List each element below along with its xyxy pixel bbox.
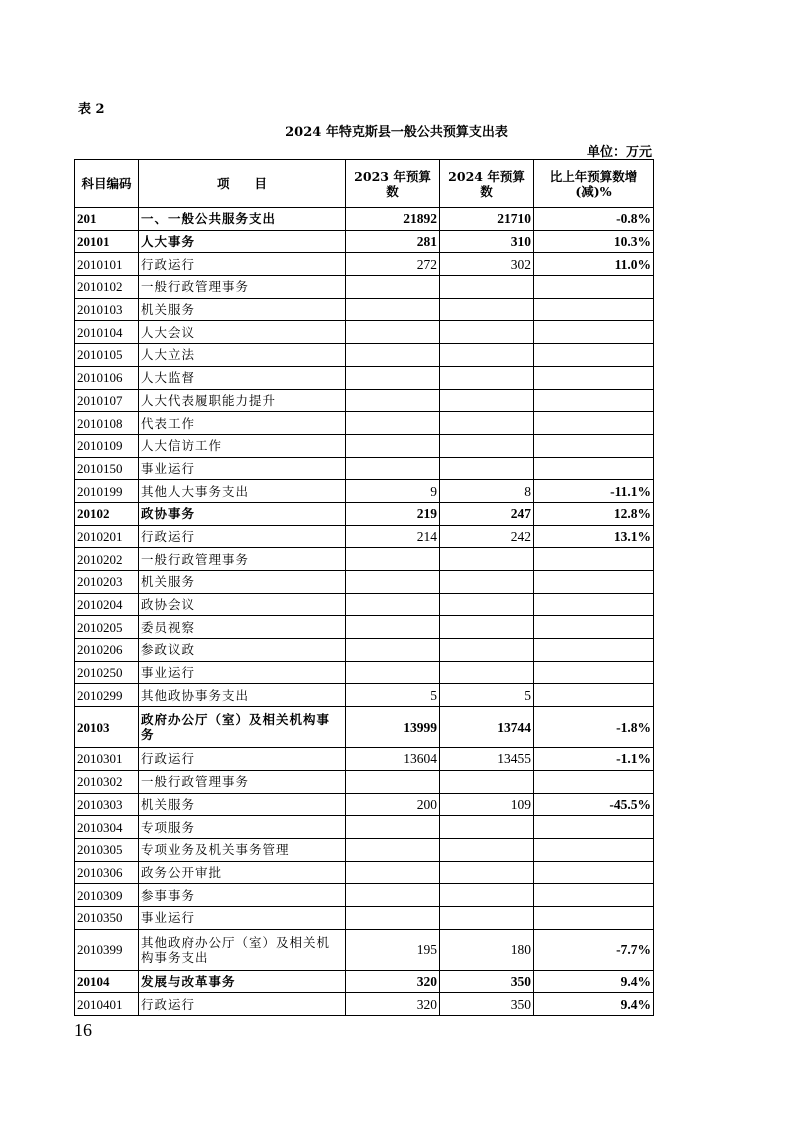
row-code: 20102 (75, 502, 139, 525)
row-code: 2010401 (75, 993, 139, 1016)
row-item-name: 人大会议 (139, 321, 346, 344)
row-2023-value: 200 (346, 793, 440, 816)
row-code: 2010104 (75, 321, 139, 344)
row-2024-value (440, 639, 534, 662)
row-2023-value (346, 661, 440, 684)
table-row (75, 208, 654, 231)
header-change: 比上年预算数增(减)% (534, 160, 654, 208)
row-item-name: 行政运行 (139, 993, 346, 1016)
table-row (75, 502, 654, 525)
row-item-name: 其他人大事务支出 (139, 480, 346, 503)
row-change-pct (534, 434, 654, 457)
row-item-name: 人大信访工作 (139, 434, 346, 457)
row-code: 2010109 (75, 434, 139, 457)
row-item-name: 专项业务及机关事务管理 (139, 838, 346, 861)
row-code: 2010206 (75, 639, 139, 662)
table-row (75, 770, 654, 793)
row-2023-value: 21892 (346, 208, 440, 231)
table-row (75, 480, 654, 503)
row-item-name: 行政运行 (139, 253, 346, 276)
row-2024-value: 247 (440, 502, 534, 525)
row-item-name: 一般行政管理事务 (139, 548, 346, 571)
table-row (75, 684, 654, 707)
row-change-pct (534, 457, 654, 480)
row-change-pct: 9.4% (534, 970, 654, 993)
row-2023-value (346, 457, 440, 480)
row-code: 201 (75, 208, 139, 231)
row-2024-value (440, 661, 534, 684)
table-header-row (75, 160, 654, 208)
row-code: 2010299 (75, 684, 139, 707)
row-2024-value (440, 548, 534, 571)
row-2024-value (440, 593, 534, 616)
row-2024-value (440, 457, 534, 480)
table-row (75, 993, 654, 1016)
row-2023-value (346, 321, 440, 344)
row-code: 2010201 (75, 525, 139, 548)
table-row (75, 298, 654, 321)
unit-label: 单位：万元 (586, 145, 652, 160)
row-2023-value: 9 (346, 480, 440, 503)
table-row (75, 321, 654, 344)
row-2024-value (440, 412, 534, 435)
row-change-pct: 12.8% (534, 502, 654, 525)
row-item-name: 政协事务 (139, 502, 346, 525)
table-row (75, 616, 654, 639)
row-change-pct: 9.4% (534, 993, 654, 1016)
row-item-name: 人大代表履职能力提升 (139, 389, 346, 412)
row-item-name: 人大监督 (139, 366, 346, 389)
row-change-pct (534, 298, 654, 321)
table-row (75, 457, 654, 480)
row-item-name: 专项服务 (139, 816, 346, 839)
row-code: 2010399 (75, 929, 139, 970)
row-2024-value: 13744 (440, 707, 534, 748)
table-row (75, 861, 654, 884)
row-2023-value (346, 770, 440, 793)
row-2023-value: 13999 (346, 707, 440, 748)
table-row (75, 571, 654, 594)
row-code: 2010306 (75, 861, 139, 884)
row-2023-value (346, 344, 440, 367)
row-item-name: 机关服务 (139, 298, 346, 321)
row-2023-value (346, 838, 440, 861)
row-code: 2010302 (75, 770, 139, 793)
row-item-name: 政府办公厅（室）及相关机构事务 (139, 707, 346, 748)
page-number: 16 (74, 1020, 92, 1040)
row-code: 2010204 (75, 593, 139, 616)
row-2024-value: 21710 (440, 208, 534, 231)
table-row (75, 412, 654, 435)
row-2023-value (346, 412, 440, 435)
row-code: 2010301 (75, 748, 139, 771)
row-item-name: 事业运行 (139, 661, 346, 684)
row-2023-value (346, 571, 440, 594)
row-2024-value (440, 276, 534, 299)
row-change-pct: -45.5% (534, 793, 654, 816)
row-change-pct (534, 816, 654, 839)
row-item-name: 一般行政管理事务 (139, 770, 346, 793)
row-code: 2010108 (75, 412, 139, 435)
row-change-pct: 10.3% (534, 230, 654, 253)
row-change-pct (534, 548, 654, 571)
row-change-pct (534, 884, 654, 907)
row-change-pct (534, 321, 654, 344)
row-item-name: 机关服务 (139, 793, 346, 816)
table-row (75, 748, 654, 771)
row-code: 2010303 (75, 793, 139, 816)
table-row (75, 525, 654, 548)
row-2023-value (346, 816, 440, 839)
row-change-pct: -1.8% (534, 707, 654, 748)
row-item-name: 一般行政管理事务 (139, 276, 346, 299)
row-2024-value (440, 571, 534, 594)
row-change-pct: 11.0% (534, 253, 654, 276)
row-change-pct (534, 389, 654, 412)
row-change-pct (534, 684, 654, 707)
row-2024-value (440, 884, 534, 907)
table-label: 表 2 (78, 102, 105, 117)
row-change-pct (534, 344, 654, 367)
row-code: 2010309 (75, 884, 139, 907)
table-row (75, 548, 654, 571)
row-2024-value (440, 434, 534, 457)
row-2024-value (440, 366, 534, 389)
row-2023-value: 320 (346, 993, 440, 1016)
row-code: 2010350 (75, 906, 139, 929)
row-2024-value (440, 906, 534, 929)
row-2024-value: 109 (440, 793, 534, 816)
row-2023-value: 219 (346, 502, 440, 525)
row-2024-value: 302 (440, 253, 534, 276)
row-code: 2010103 (75, 298, 139, 321)
table-row (75, 344, 654, 367)
row-2024-value (440, 344, 534, 367)
row-2024-value: 13455 (440, 748, 534, 771)
row-change-pct (534, 276, 654, 299)
row-code: 2010304 (75, 816, 139, 839)
row-change-pct: -7.7% (534, 929, 654, 970)
row-item-name: 人大立法 (139, 344, 346, 367)
row-change-pct (534, 661, 654, 684)
row-2024-value: 350 (440, 993, 534, 1016)
row-change-pct (534, 412, 654, 435)
row-2023-value: 214 (346, 525, 440, 548)
table-row (75, 434, 654, 457)
page-title: 2024 年特克斯县一般公共预算支出表 (285, 125, 508, 140)
header-2024: 2024 年预算数 (440, 160, 534, 208)
header-2023: 2023 年预算数 (346, 160, 440, 208)
row-code: 2010105 (75, 344, 139, 367)
row-code: 20104 (75, 970, 139, 993)
row-change-pct (534, 366, 654, 389)
table-row (75, 884, 654, 907)
row-code: 2010107 (75, 389, 139, 412)
row-change-pct (534, 838, 654, 861)
table-row (75, 276, 654, 299)
row-2024-value (440, 616, 534, 639)
row-2023-value: 272 (346, 253, 440, 276)
table-row (75, 253, 654, 276)
table-row (75, 230, 654, 253)
table-row (75, 593, 654, 616)
row-code: 2010101 (75, 253, 139, 276)
row-code: 2010205 (75, 616, 139, 639)
row-change-pct: 13.1% (534, 525, 654, 548)
row-2023-value: 5 (346, 684, 440, 707)
row-code: 2010150 (75, 457, 139, 480)
row-2023-value (346, 884, 440, 907)
row-2023-value (346, 389, 440, 412)
row-item-name: 委员视察 (139, 616, 346, 639)
row-2023-value (346, 276, 440, 299)
row-change-pct (534, 571, 654, 594)
row-change-pct (534, 616, 654, 639)
row-2023-value (346, 639, 440, 662)
row-2024-value: 310 (440, 230, 534, 253)
row-2023-value: 281 (346, 230, 440, 253)
row-2023-value (346, 548, 440, 571)
table-row (75, 389, 654, 412)
row-item-name: 一、一般公共服务支出 (139, 208, 346, 231)
table-row (75, 366, 654, 389)
row-2024-value (440, 861, 534, 884)
row-item-name: 政协会议 (139, 593, 346, 616)
row-change-pct: -11.1% (534, 480, 654, 503)
row-code: 2010203 (75, 571, 139, 594)
row-2024-value: 8 (440, 480, 534, 503)
row-item-name: 其他政协事务支出 (139, 684, 346, 707)
row-2024-value (440, 389, 534, 412)
row-2024-value (440, 816, 534, 839)
row-2024-value: 242 (440, 525, 534, 548)
row-code: 2010250 (75, 661, 139, 684)
row-code: 2010305 (75, 838, 139, 861)
row-item-name: 事业运行 (139, 906, 346, 929)
table-row (75, 707, 654, 748)
row-item-name: 参事事务 (139, 884, 346, 907)
table-row (75, 929, 654, 970)
header-item: 项 目 (139, 160, 346, 208)
row-item-name: 行政运行 (139, 525, 346, 548)
row-2023-value: 320 (346, 970, 440, 993)
row-2024-value (440, 298, 534, 321)
row-code: 2010199 (75, 480, 139, 503)
row-change-pct: -1.1% (534, 748, 654, 771)
table-row (75, 793, 654, 816)
row-2024-value (440, 321, 534, 344)
row-item-name: 参政议政 (139, 639, 346, 662)
table-row (75, 838, 654, 861)
row-change-pct (534, 861, 654, 884)
row-item-name: 事业运行 (139, 457, 346, 480)
row-2024-value: 180 (440, 929, 534, 970)
row-item-name: 人大事务 (139, 230, 346, 253)
row-2023-value (346, 616, 440, 639)
row-2023-value (346, 298, 440, 321)
row-2023-value (346, 593, 440, 616)
row-change-pct (534, 639, 654, 662)
table-row (75, 661, 654, 684)
row-code: 2010106 (75, 366, 139, 389)
table-row (75, 816, 654, 839)
row-item-name: 发展与改革事务 (139, 970, 346, 993)
row-change-pct (534, 906, 654, 929)
row-change-pct (534, 593, 654, 616)
row-2024-value (440, 770, 534, 793)
row-2023-value (346, 366, 440, 389)
row-2023-value (346, 434, 440, 457)
row-code: 20101 (75, 230, 139, 253)
row-2024-value (440, 838, 534, 861)
budget-table (74, 159, 654, 1016)
row-item-name: 代表工作 (139, 412, 346, 435)
table-row (75, 639, 654, 662)
row-2024-value: 350 (440, 970, 534, 993)
row-code: 2010102 (75, 276, 139, 299)
header-code: 科目编码 (75, 160, 139, 208)
row-code: 2010202 (75, 548, 139, 571)
row-item-name: 政务公开审批 (139, 861, 346, 884)
row-2023-value: 195 (346, 929, 440, 970)
row-2023-value (346, 861, 440, 884)
table-row (75, 906, 654, 929)
row-change-pct: -0.8% (534, 208, 654, 231)
row-code: 20103 (75, 707, 139, 748)
table-row (75, 970, 654, 993)
row-item-name: 其他政府办公厅（室）及相关机构事务支出 (139, 929, 346, 970)
row-2023-value: 13604 (346, 748, 440, 771)
row-item-name: 行政运行 (139, 748, 346, 771)
row-2024-value: 5 (440, 684, 534, 707)
row-item-name: 机关服务 (139, 571, 346, 594)
row-change-pct (534, 770, 654, 793)
row-2023-value (346, 906, 440, 929)
